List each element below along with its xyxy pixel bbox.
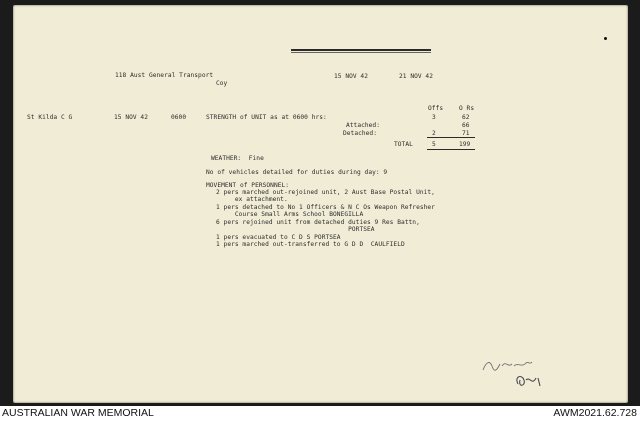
movement-line: 1 pers detached to No 1 Officers & N C Os Weapon Refresher	[216, 204, 435, 211]
movement-line: 1 pers evacuated to C D S PORTSEA	[216, 234, 341, 241]
movement-heading: MOVEMENT of PERSONNEL:	[206, 182, 290, 189]
movement-line: Course Small Arms School BONEGILLA	[216, 211, 364, 218]
row-label: Attached:	[346, 122, 380, 129]
header-rule-dashed	[291, 52, 431, 53]
entry-date: 15 NOV 42	[114, 114, 148, 121]
row-offrs: 3	[432, 114, 436, 121]
footer-right: AWM2021.62.728	[553, 407, 637, 419]
movement-line: 6 pers rejoined unit from detached duties 9 Res Battn,	[216, 219, 420, 226]
col-offrs: Offs	[428, 105, 444, 112]
date-from: 15 NOV 42	[334, 73, 368, 80]
unit-name: 118 Aust General Transport	[115, 72, 214, 79]
movement-line: 2 pers marched out-rejoined unit, 2 Aust Base Postal Unit,	[216, 189, 435, 196]
row-label: Detached:	[343, 130, 377, 137]
entry-time: 0600	[171, 114, 187, 121]
handwritten-signature	[478, 350, 558, 395]
place: St Kilda C G	[27, 114, 73, 121]
row-label-total: TOTAL	[394, 141, 413, 148]
vehicles: No of vehicles detailed for duties during day: 9	[206, 169, 388, 176]
row-offrs-total: 5	[432, 141, 436, 148]
row-ors: 62	[462, 114, 470, 121]
date-to: 21 NOV 42	[399, 73, 433, 80]
movement-line: 1 pers marched out-transferred to G D D CAULFIELD	[216, 241, 405, 248]
total-underline	[427, 149, 475, 150]
footer-left: AUSTRALIAN WAR MEMORIAL	[2, 407, 154, 419]
weather: WEATHER: Fine	[211, 155, 264, 162]
pin-mark	[604, 37, 607, 40]
movement-line: ex attachment.	[216, 196, 288, 203]
header-rule	[291, 49, 431, 51]
document-sheet	[13, 5, 628, 403]
row-offrs: 2	[432, 130, 436, 137]
col-ors: O Rs	[459, 105, 475, 112]
row-ors-total: 199	[459, 141, 471, 148]
row-ors: 66	[462, 122, 470, 129]
row-ors: 71	[462, 130, 470, 137]
strength-heading: STRENGTH of UNIT as at 0600 hrs:	[206, 114, 327, 121]
total-rule	[427, 137, 475, 138]
unit-name-cont: Coy	[216, 80, 228, 87]
movement-line: PORTSEA	[216, 226, 375, 233]
